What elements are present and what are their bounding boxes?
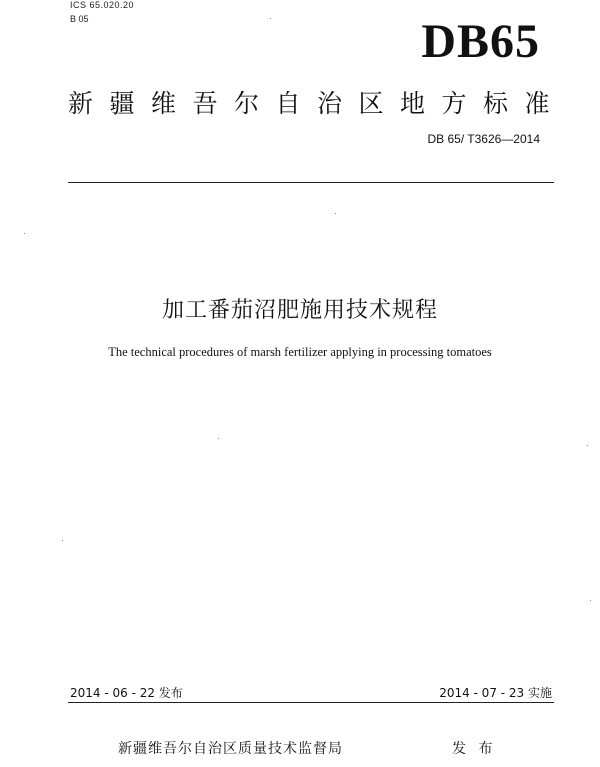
scan-speck xyxy=(62,540,63,541)
scan-speck xyxy=(270,18,271,19)
document-title-english: The technical procedures of marsh fertilizer applying in processing tomatoes xyxy=(108,345,492,359)
scan-speck xyxy=(587,445,588,446)
bottom-divider xyxy=(68,702,554,703)
scan-speck xyxy=(590,600,591,601)
top-divider xyxy=(68,182,554,183)
publisher-name: 新疆维吾尔自治区质量技术监督局 xyxy=(118,741,343,757)
standard-number: DB 65/ T3626—2014 xyxy=(427,132,540,146)
scan-speck xyxy=(218,438,219,439)
document-title-chinese: 加工番茄沼肥施用技术规程 xyxy=(161,298,438,323)
standard-type-heading: 新疆维吾尔自治区地方标准 xyxy=(68,89,567,118)
ccs-code: B 05 xyxy=(70,14,89,24)
issue-date: 2014 - 06 - 22 发布 xyxy=(70,686,183,700)
standard-logo: DB65 xyxy=(421,15,540,68)
publish-label: 发 布 xyxy=(452,741,497,757)
implementation-date: 2014 - 07 - 23 实施 xyxy=(439,686,552,700)
scan-speck xyxy=(24,233,25,234)
ics-code: ICS 65.020.20 xyxy=(70,0,135,10)
scan-speck xyxy=(335,213,336,214)
